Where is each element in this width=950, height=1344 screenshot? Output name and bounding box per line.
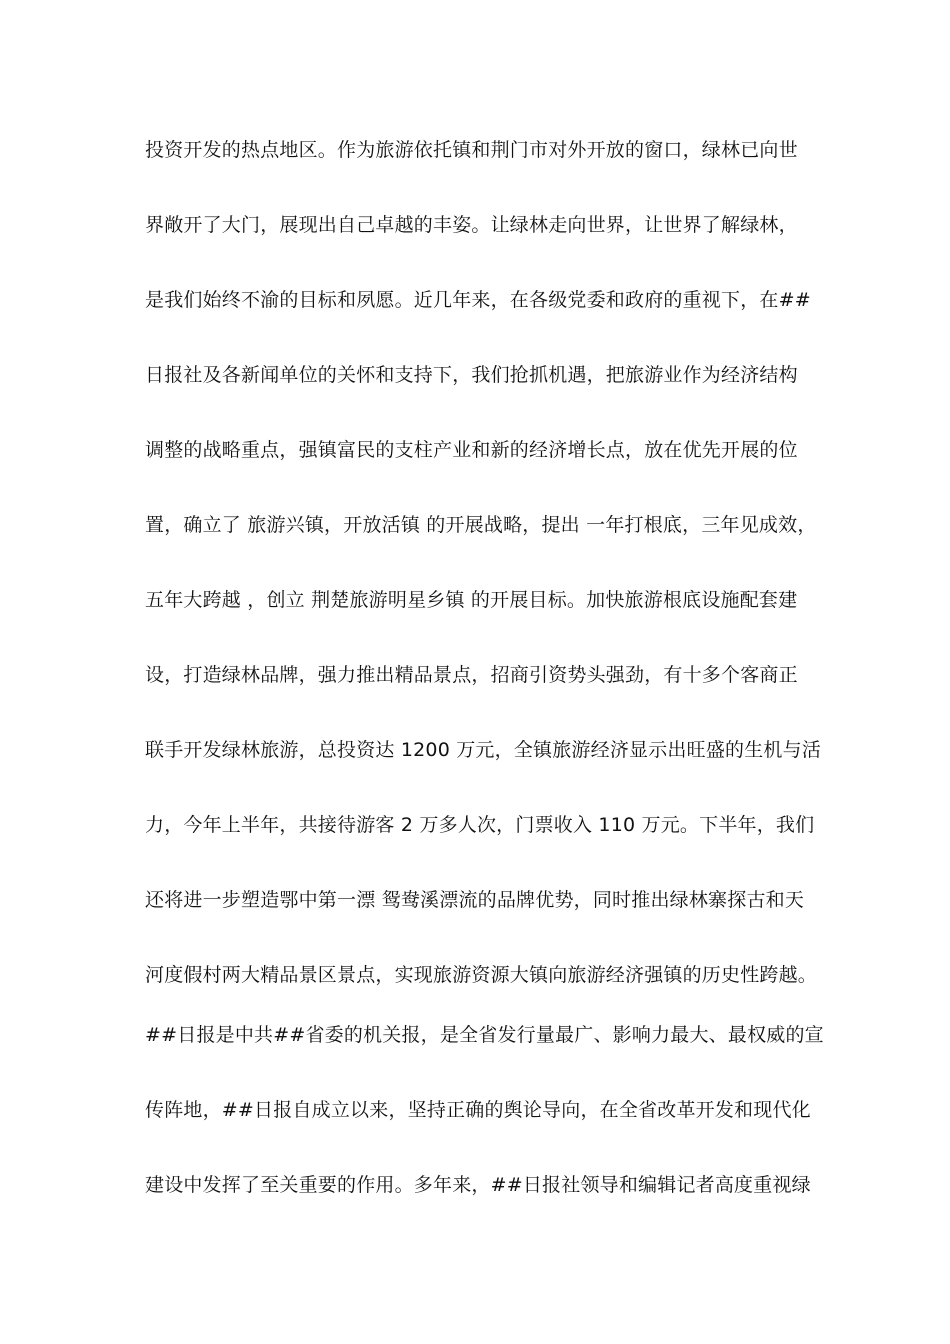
paragraph-line: 置，确立了 旅游兴镇，开放活镇 的开展战略，提出 一年打根底，三年见成效， [145, 514, 817, 536]
paragraph-line: 还将进一步塑造鄂中第一漂 鸳鸯溪漂流的品牌优势，同时推出绿林寨探古和天 [145, 889, 805, 911]
paragraph-line: 调整的战略重点，强镇富民的支柱产业和新的经济增长点，放在优先开展的位 [145, 439, 798, 461]
paragraph-line: 日报社及各新闻单位的关怀和支持下，我们抢抓机遇，把旅游业作为经济结构 [145, 364, 798, 386]
paragraph-line: 界敞开了大门，展现出自己卓越的丰姿。让绿林走向世界，让世界了解绿林， [145, 214, 798, 236]
paragraph-line: 建设中发挥了至关重要的作用。多年来，##日报社领导和编辑记者高度重视绿 [145, 1174, 811, 1196]
paragraph-line: 是我们始终不渝的目标和夙愿。近几年来，在各级党委和政府的重视下，在## [145, 289, 811, 311]
paragraph-line: 力，今年上半年，共接待游客 2 万多人次，门票收入 110 万元。下半年，我们 [145, 814, 815, 836]
paragraph-line: 传阵地，##日报自成立以来，坚持正确的舆论导向，在全省改革开发和现代化 [145, 1099, 811, 1121]
paragraph-line: ##日报是中共##省委的机关报，是全省发行量最广、影响力最大、最权威的宣 [145, 1024, 824, 1046]
paragraph-line: 河度假村两大精品景区景点，实现旅游资源大镇向旅游经济强镇的历史性跨越。 [145, 964, 818, 986]
paragraph-line: 设，打造绿林品牌，强力推出精品景点，招商引资势头强劲，有十多个客商正 [145, 664, 798, 686]
paragraph-line: 五年大跨越 ，创立 荆楚旅游明星乡镇 的开展目标。加快旅游根底设施配套建 [145, 589, 798, 611]
paragraph-line: 联手开发绿林旅游，总投资达 1200 万元，全镇旅游经济显示出旺盛的生机与活 [145, 739, 822, 761]
paragraph-line: 投资开发的热点地区。作为旅游依托镇和荆门市对外开放的窗口，绿林已向世 [145, 139, 798, 161]
